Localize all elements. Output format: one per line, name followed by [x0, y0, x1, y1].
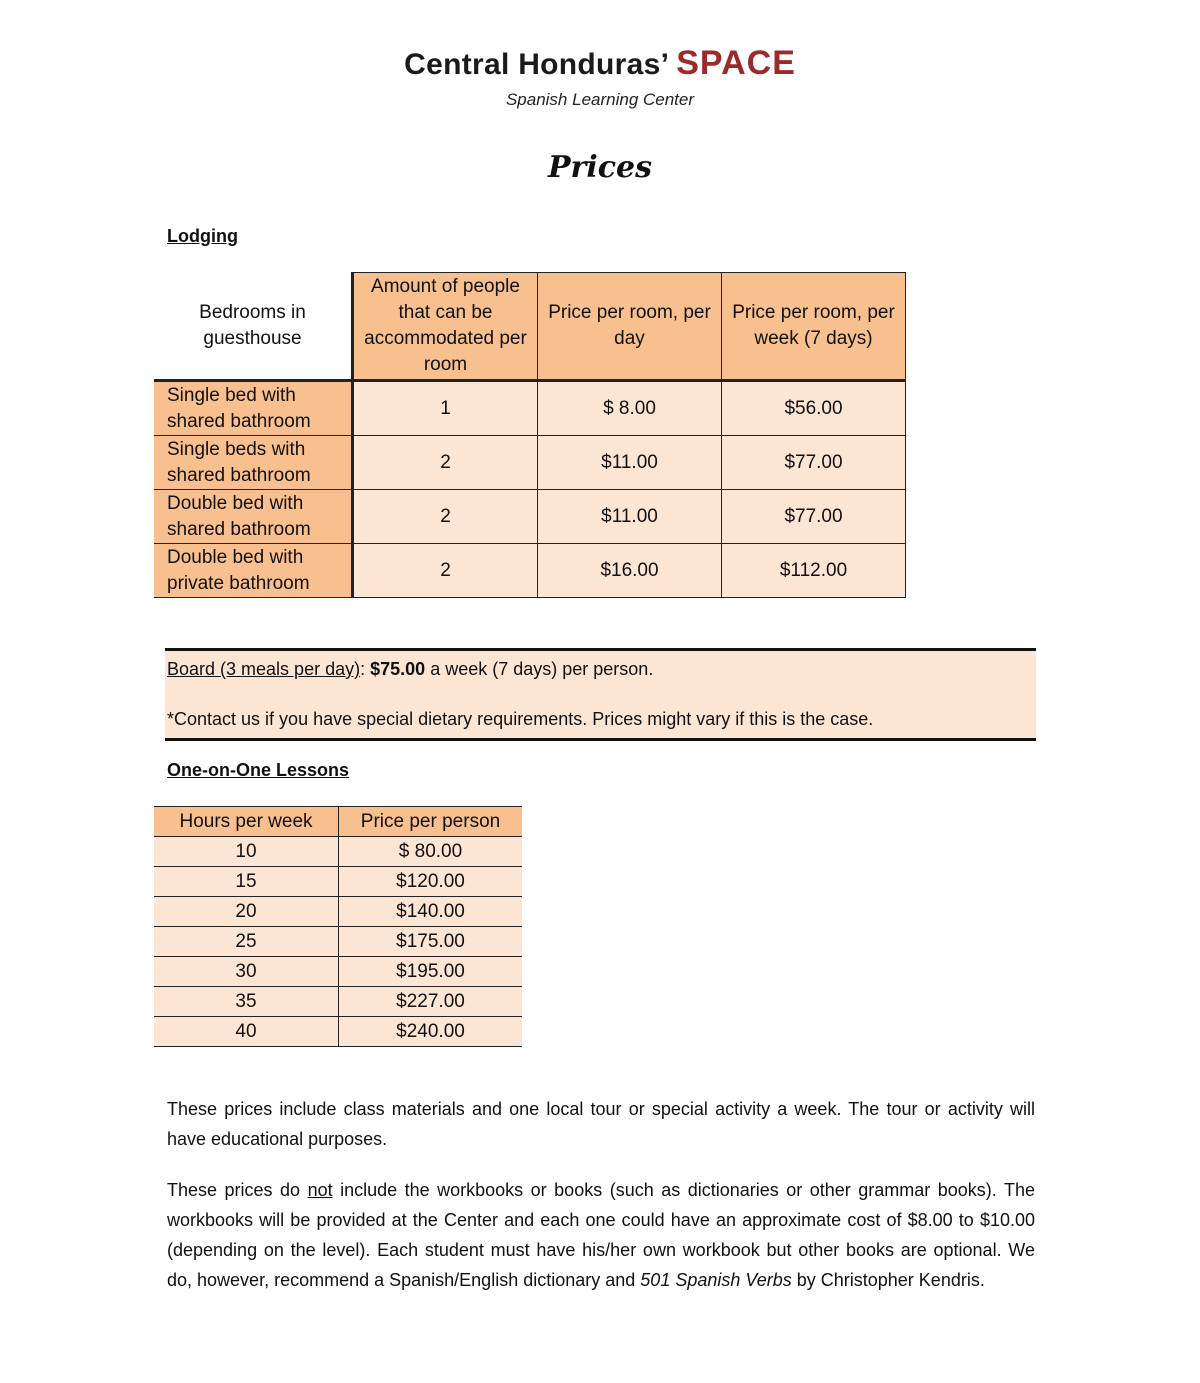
- table-row: [154, 837, 522, 867]
- hours-cell: 15: [154, 867, 339, 897]
- col-bedrooms: Bedrooms in guesthouse: [154, 273, 353, 381]
- people-cell: 2: [353, 436, 538, 490]
- row-label: Double bed with shared bathroom: [154, 490, 353, 544]
- hours-cell: 25: [154, 927, 339, 957]
- lessons-heading: One-on-One Lessons: [167, 760, 350, 780]
- lessons-header-row: [154, 807, 522, 837]
- table-row: [154, 927, 522, 957]
- board-box: [165, 648, 1036, 741]
- table-row: [154, 1017, 522, 1047]
- people-cell: 2: [353, 490, 538, 544]
- price-cell: $227.00: [339, 987, 523, 1017]
- lodging-header-row: [154, 273, 906, 381]
- hours-cell: 30: [154, 957, 339, 987]
- board-label: Board (3 meals per day): [167, 659, 361, 679]
- table-row: [154, 867, 522, 897]
- book-title: 501 Spanish Verbs: [640, 1270, 792, 1290]
- table-row: [154, 436, 906, 490]
- price-cell: $240.00: [339, 1017, 523, 1047]
- lessons-table: [154, 806, 522, 1047]
- table-row: [154, 544, 906, 598]
- row-label: Double bed with private bathroom: [154, 544, 353, 598]
- board-price: $75.00: [370, 659, 426, 679]
- hours-cell: 20: [154, 897, 339, 927]
- price-cell: $ 80.00: [339, 837, 523, 867]
- price-week-cell: $77.00: [722, 436, 906, 490]
- lodging-table: [154, 272, 906, 598]
- emphasis-not: not: [307, 1180, 333, 1200]
- page-title: Prices: [547, 150, 652, 185]
- brand-prefix: Central Honduras’: [404, 48, 668, 81]
- table-row: [154, 987, 522, 1017]
- price-cell: $195.00: [339, 957, 523, 987]
- price-cell: $175.00: [339, 927, 523, 957]
- hours-cell: 35: [154, 987, 339, 1017]
- price-day-cell: $ 8.00: [538, 381, 722, 436]
- table-row: [154, 381, 906, 436]
- price-cell: $120.00: [339, 867, 523, 897]
- hours-cell: 40: [154, 1017, 339, 1047]
- price-week-cell: $77.00: [722, 490, 906, 544]
- board-terms: a week (7 days) per person.: [430, 659, 654, 679]
- excludes-paragraph: These prices do not include the workbooks or books (such as dictionaries or other grammar books). The workbooks will be provided at the Center and each one could have an approximate cost of $8.00 to $10.00 (depending on the level). Each student must have his/her own workbook but other books are optional. We do, however, recommend a Spanish/English dictionary and 501 Spanish Verbs by Christopher Kendris.: [167, 1180, 1035, 1290]
- price-day-cell: $11.00: [538, 490, 722, 544]
- price-day-cell: $16.00: [538, 544, 722, 598]
- price-week-cell: $56.00: [722, 381, 906, 436]
- table-row: [154, 490, 906, 544]
- board-line: Board (3 meals per day): $75.00 a week (7 days) per person.: [167, 659, 654, 679]
- people-cell: 2: [353, 544, 538, 598]
- col-people: Amount of people that can be accommodated per room: [353, 273, 538, 381]
- people-cell: 1: [353, 381, 538, 436]
- table-row: [154, 957, 522, 987]
- brand-subtitle: Spanish Learning Center: [505, 90, 695, 109]
- includes-paragraph: These prices include class materials and one local tour or special activity a week. The tour or activity will have educational purposes.: [167, 1099, 1035, 1149]
- col-price: Price per person: [339, 807, 523, 837]
- board-note: *Contact us if you have special dietary requirements. Prices might vary if this is the case.: [167, 709, 874, 729]
- col-hours: Hours per week: [154, 807, 339, 837]
- price-week-cell: $112.00: [722, 544, 906, 598]
- brand-highlight: SPACE: [676, 44, 796, 82]
- price-cell: $140.00: [339, 897, 523, 927]
- row-label: Single bed with shared bathroom: [154, 381, 353, 436]
- col-price-day: Price per room, per day: [538, 273, 722, 381]
- row-label: Single beds with shared bathroom: [154, 436, 353, 490]
- hours-cell: 10: [154, 837, 339, 867]
- lodging-heading: Lodging: [167, 226, 238, 246]
- table-row: [154, 897, 522, 927]
- brand-title: [0, 44, 1200, 83]
- col-price-week: Price per room, per week (7 days): [722, 273, 906, 381]
- price-day-cell: $11.00: [538, 436, 722, 490]
